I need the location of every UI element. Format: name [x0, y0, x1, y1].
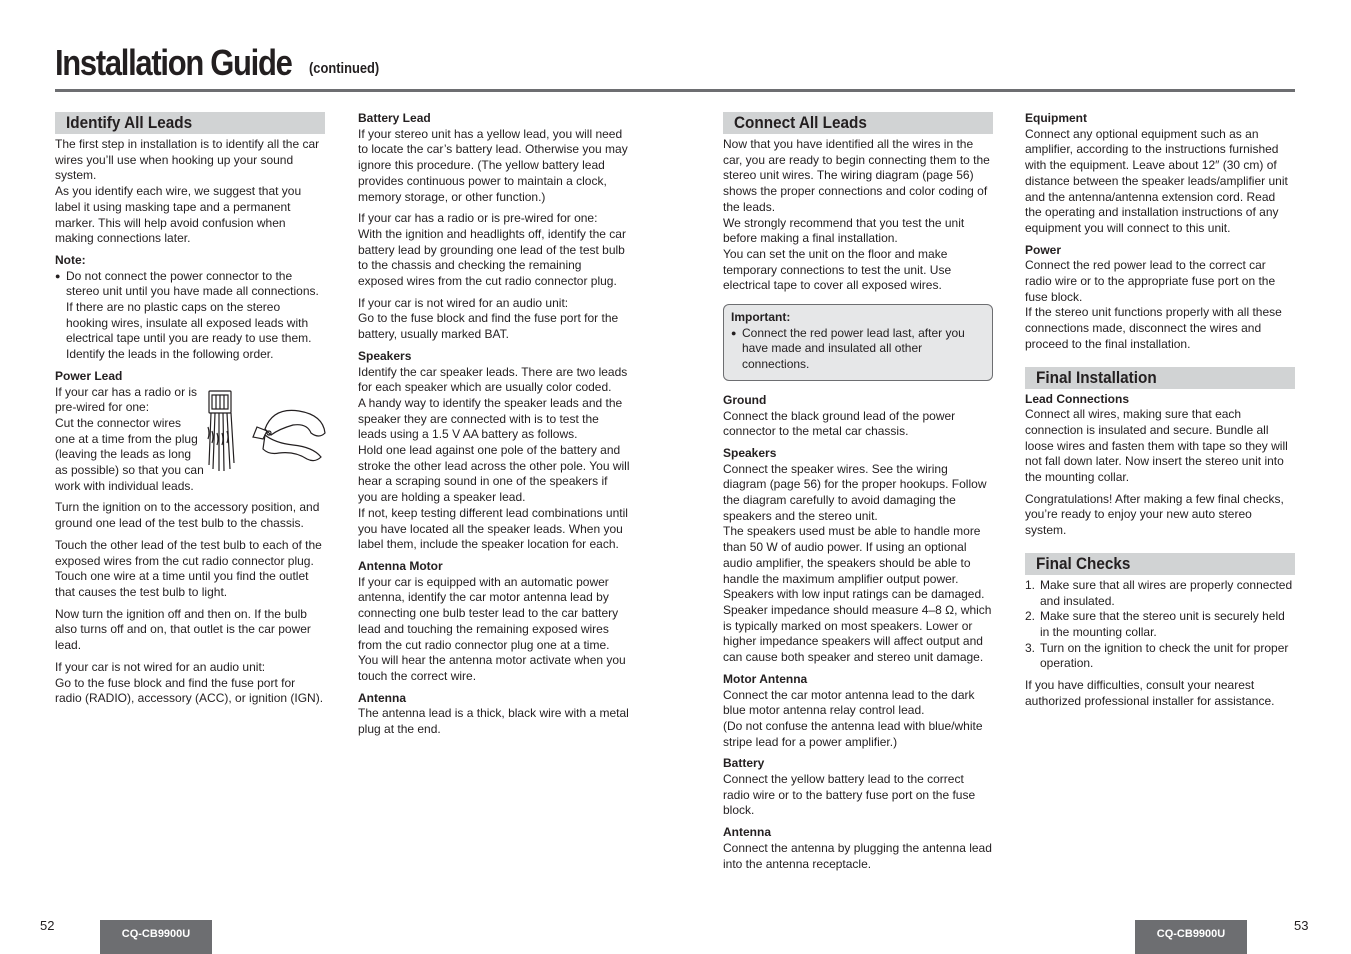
connector-and-cutter-illustration [205, 387, 327, 477]
power-line: Cut the connector wires [55, 415, 182, 430]
page-number-right: 53 [1294, 918, 1309, 933]
paragraph: Connect the black ground lead of the power connector to the metal car chassis. [723, 408, 956, 439]
antenna-heading: Antenna [358, 690, 406, 705]
paragraph: The first step in installation is to identify all the car wires you’ll use when hooking up your sound system. [55, 137, 320, 183]
paragraph: If your car is equipped with an automatic power antenna, identify the car motor antenna lead by connecting one bulb tester lead to the car battery lead and touching the remaining exposed wires from the cut radio connector plug one at a time. You will hear the antenna motor activate when you touch the correct wire. [358, 574, 626, 683]
paragraph: Connect all wires, making sure that each connection is insulated and secure. Bundle all loose wires and fasten them with tape so they will not fall down later. Now insert the stereo unit into the mounting collar. [1025, 407, 1288, 485]
speakers-heading: Speakers [723, 445, 777, 460]
title-text: Installation Guide [55, 42, 292, 83]
paragraph: Connect the car motor antenna lead to the dark blue motor antenna relay control lead. [723, 687, 975, 718]
battery-lead-heading: Battery Lead [358, 111, 431, 125]
antenna-heading: Antenna [723, 825, 771, 840]
power-line: work with individual leads. [55, 478, 194, 493]
page-title [55, 42, 380, 86]
paragraph: Touch the other lead of the test bulb to each of the exposed wires from the cut radio connector plug. Touch one wire at a time until you find the outlet that causes the test bulb to light. [55, 537, 322, 599]
paragraph: You can set the unit on the floor and make temporary connections to test the unit. Use electrical tape to cover all exposed wires. [723, 246, 952, 293]
paragraph: Now turn the ignition off and then on. If the bulb also turns off and on, that outlet is the car power lead. [55, 606, 311, 653]
power-line: pre-wired for one: [55, 400, 150, 415]
paragraph: If your car has a radio or is pre-wired for one: [358, 211, 598, 226]
paragraph: Congratulations! After making a few final checks, you’re ready to enjoy your new auto stereo system. [1025, 491, 1284, 538]
note-bullet: ● Do not connect the power connector to the stereo unit until you have made all connections. If there are no plastic caps on the stereo hooking wires, insulate all exposed leads with electrical tape until you are ready to use them. Identify the leads in the following order. [55, 269, 325, 363]
model-badge-left: CQ-CB9900U [100, 920, 212, 954]
model-badge-right: CQ-CB9900U [1135, 920, 1247, 954]
lead-connections-heading: Lead Connections [1025, 391, 1130, 406]
paragraph: Connect the yellow battery lead to the correct radio wire or to the battery fuse port on the fuse block. [723, 772, 976, 818]
paragraph: Connect any optional equipment such as an amplifier, according to the instructions furnished with the equipment. Leave about 12″ (30 cm) of distance between the speaker leads/amplifier unit and the antenna/antenna extension cord. Read the operating and installation instructions of any equipment you will connect to this unit. [1025, 126, 1288, 235]
motor-antenna-heading: Motor Antenna [723, 671, 808, 686]
paragraph: Identify the car speaker leads. There are two leads for each speaker which are usually color coded. [358, 364, 628, 395]
important-heading: Important: [731, 310, 791, 325]
paragraph: If your car is not wired for an audio unit: [55, 659, 266, 674]
column-identify-leads [55, 112, 325, 713]
speakers-heading: Speakers [358, 348, 412, 363]
note-heading: Note: [55, 252, 86, 267]
battery-heading: Battery [723, 756, 765, 771]
paragraph: Hold one lead against one pole of the battery and stroke the other lead across the other pole. You will hear a scraping sound in one of the speakers if you are holding a speaker lead. [358, 443, 630, 505]
section-heading-connect: Connect All Leads [723, 112, 993, 134]
paragraph: If not, keep testing different lead combinations until you have located all the speaker leads. When you label them, include the speaker location for each. [358, 505, 628, 552]
paragraph: If your car is not wired for an audio unit: [358, 295, 569, 310]
list-item: 3. Turn on the ignition to check the unit for proper operation. [1025, 640, 1289, 671]
power-line: one at a time from the plug [55, 431, 198, 446]
list-item: 1. Make sure that all wires are properly connected and insulated. [1025, 577, 1293, 608]
paragraph: The speakers used must be able to handle more than 50 W of audio power. If using an optional audio amplifier, the speakers should be able to handle the maximum amplifier output power. Speakers with low input ratings can be damaged. Speaker impedance should measure 4–8 Ω, which is typically marked on most speakers. Lower or higher impedance speakers will affect output and can cause both speaker and stereo unit damage. [723, 524, 992, 665]
paragraph: Connect the antenna by plugging the antenna lead into the antenna receptacle. [723, 840, 992, 871]
list-item: 2. Make sure that the stereo unit is securely held in the mounting collar. [1025, 609, 1285, 639]
power-heading: Power [1025, 242, 1062, 257]
paragraph: The antenna lead is a thick, black wire with a metal plug at the end. [358, 706, 629, 737]
section-heading-final-checks: Final Checks [1025, 553, 1295, 575]
power-lead-heading: Power Lead [55, 368, 123, 383]
paragraph: Turn the ignition on to the accessory position, and ground one lead of the test bulb to the chassis. [55, 500, 320, 531]
ground-heading: Ground [723, 392, 767, 407]
antenna-motor-heading: Antenna Motor [358, 558, 443, 573]
paragraph: (Do not confuse the antenna lead with blue/white stripe lead for a power amplifier.) [723, 718, 983, 749]
paragraph: If your stereo unit has a yellow lead, you will need to locate the car’s battery lead. Otherwise you may ignore this procedure. (The yellow battery lead provides continuous power to maintain a clock, memory storage, or other function.) [358, 126, 628, 204]
important-box [723, 304, 993, 381]
paragraph: A handy way to identify the speaker leads and the speaker they are connected with is to test the leads using a 1.5 V AA battery as follows. [358, 395, 623, 442]
power-line: If your car has a radio or is [55, 384, 198, 399]
column-leads-continued [358, 111, 630, 744]
paragraph: We strongly recommend that you test the unit before making a final installation. [723, 215, 965, 246]
column-final [1025, 111, 1295, 716]
header-rule [55, 89, 1295, 92]
paragraph: If you have difficulties, consult your nearest authorized professional installer for assistance. [1025, 678, 1275, 708]
paragraph: Connect the red power lead to the correct car radio wire or to the appropriate fuse port on the fuse block. [1025, 258, 1276, 304]
power-line: as possible) so that you can [55, 463, 204, 478]
paragraph: Now that you have identified all the wires in the car, you are ready to begin connecting them to the stereo unit wires. The wiring diagram (page 56) shows the proper connections and color coding of the leads. [723, 137, 990, 214]
power-lead-block [55, 385, 325, 495]
power-line: (leaving the leads as long [55, 447, 192, 462]
paragraph: Go to the fuse block and find the fuse port for the battery, usually marked BAT. [358, 311, 619, 342]
section-heading-final-installation: Final Installation [1025, 367, 1295, 389]
paragraph: With the ignition and headlights off, identify the car battery lead by grounding one lead of the test bulb to the chassis and checking the remaining exposed wires from the cut radio connector plug. [358, 226, 626, 289]
paragraph: Go to the fuse block and find the fuse port for radio (RADIO), accessory (ACC), or ignition (IGN). [55, 675, 324, 706]
column-connect-leads [723, 112, 993, 878]
final-checks-list [1025, 578, 1295, 672]
title-subtitle: (continued) [309, 60, 380, 77]
page-number-left: 52 [40, 918, 55, 933]
section-heading-identify: Identify All Leads [55, 112, 325, 134]
paragraph: If the stereo unit functions properly with all these connections made, disconnect the wires and proceed to the final installation. [1025, 305, 1282, 351]
paragraph: As you identify each wire, we suggest that you label it using masking tape and a permanent marker. This will help avoid confusion when making connections later. [55, 184, 302, 246]
equipment-heading: Equipment [1025, 111, 1087, 125]
paragraph: Connect the speaker wires. See the wiring diagram (page 56) for the proper hookups. Follow the diagram carefully to avoid damaging the speakers and the stereo unit. [723, 461, 987, 523]
important-bullet: ● Connect the red power lead last, after you have made and insulated all other connections. [731, 326, 985, 373]
